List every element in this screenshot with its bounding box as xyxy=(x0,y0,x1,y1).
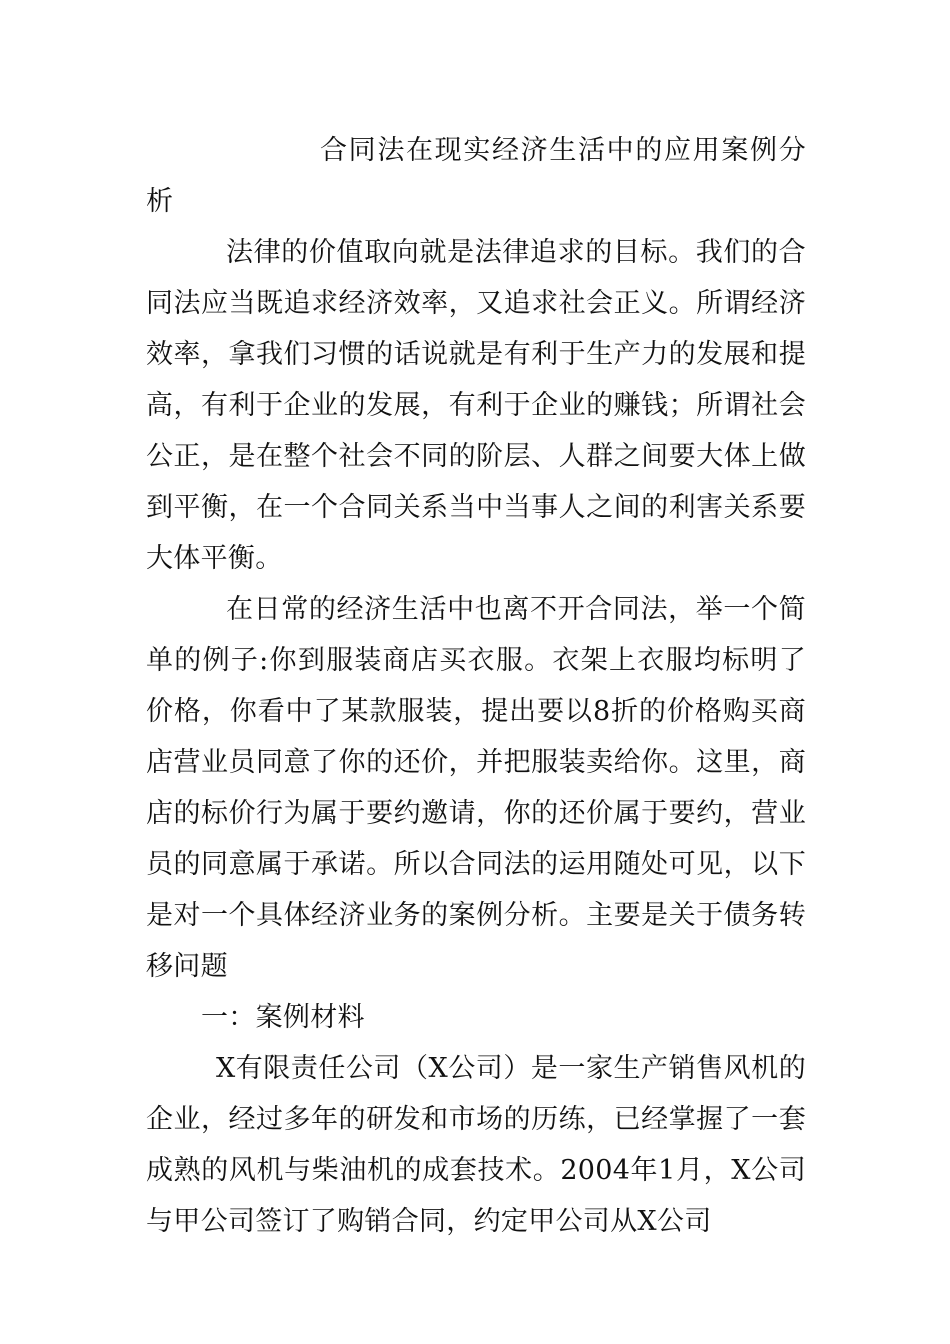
paragraph-legal-value: 法律的价值取向就是法律追求的目标。我们的合同法应当既追求经济效率，又追求社会正义。所谓经济效率，拿我们习惯的话说就是有利于生产力的发展和提高，有利于企业的发展，有利于企业的赚钱；所谓社会公正，是在整个社会不同的阶层、人群之间要大体上做到平衡，在一个合同关系当中当事人之间的利害关系要大体平衡。 xyxy=(146,237,806,574)
paragraph-case-material: X有限责任公司（X公司）是一家生产销售风机的企业，经过多年的研发和市场的历练，已经掌握了一套成熟的风机与柴油机的成套技术。2004年1月，X公司与甲公司签订了购销合同，约定甲公司从X公司 xyxy=(146,1053,806,1237)
document-title: 合同法在现实经济生活中的应用案例分析 xyxy=(146,135,806,217)
section-heading: 一：案例材料 xyxy=(201,1002,365,1033)
paragraph-daily-example: 在日常的经济生活中也离不开合同法，举一个简单的例子:你到服装商店买衣服。衣架上衣服均标明了价格，你看中了某款服装，提出要以8折的价格购买商店营业员同意了你的还价，并把服装卖给你。这里，商店的标价行为属于要约邀请，你的还价属于要约，营业员的同意属于承诺。所以合同法的运用随处可见，以下是对一个具体经济业务的案例分析。主要是关于债务转移问题 xyxy=(146,594,806,982)
document-body xyxy=(146,125,806,1247)
